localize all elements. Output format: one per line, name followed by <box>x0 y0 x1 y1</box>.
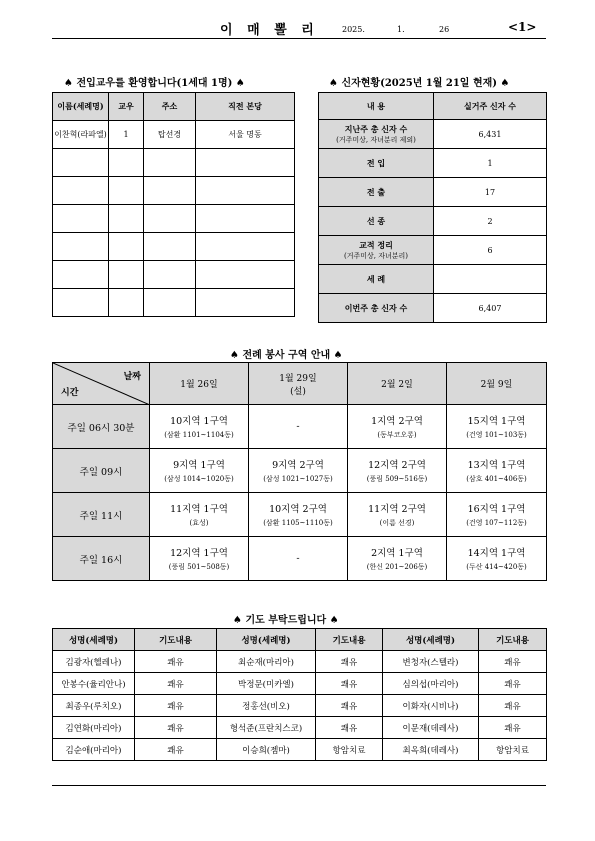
transfer-in-col-header: 교우 <box>109 93 144 121</box>
service-area: (한신 201~206동) <box>366 563 428 571</box>
service-cell <box>447 493 547 537</box>
believers-row <box>319 149 547 178</box>
service-time: 주일 09시 <box>53 449 150 493</box>
service-cell <box>348 493 447 537</box>
service-area: (두산 414~420동) <box>466 563 527 571</box>
corner-time-label: 시간 <box>61 388 79 398</box>
service-cell <box>150 449 249 493</box>
transfer-in-cell <box>144 177 196 205</box>
transfer-in-row <box>53 121 295 149</box>
service-area: (건영 101~103동) <box>466 431 527 439</box>
service-date-label: 1월 29일 (설) <box>279 373 317 397</box>
transfer-in-cell <box>196 261 295 289</box>
prayer-name: 정홍선(비오) <box>217 695 316 717</box>
service-area: (삼환 1101~1104동) <box>164 431 234 439</box>
service-district: 1지역 2구역 <box>371 416 423 427</box>
service-area: (이름 선경) <box>379 519 415 527</box>
service-corner <box>53 363 150 405</box>
page-number: <1> <box>508 20 537 34</box>
service-row <box>53 493 547 537</box>
service-date-header <box>447 363 547 405</box>
service-area: (삼환 1105~1110동) <box>263 519 333 527</box>
service-cell <box>348 405 447 449</box>
believers-label-cell <box>319 178 434 207</box>
believers-header-row <box>319 93 547 120</box>
prayer-table <box>52 628 547 761</box>
service-cell <box>150 537 249 581</box>
prayer-intention: 항암치료 <box>316 739 383 761</box>
service-cell <box>348 449 447 493</box>
believers-label: 교적 정리 <box>359 239 393 250</box>
transfer-in-cell <box>196 233 295 261</box>
transfer-in-cell <box>109 177 144 205</box>
believers-label: 전 입 <box>366 157 386 168</box>
prayer-row <box>53 673 547 695</box>
believers-value: 6,407 <box>434 294 547 323</box>
service-date-label: 2월 2일 <box>381 380 413 390</box>
transfer-in-cell <box>109 261 144 289</box>
believers-label: 세 례 <box>366 273 386 284</box>
believers-row <box>319 207 547 236</box>
prayer-intention: 쾌유 <box>316 651 383 673</box>
transfer-in-cell <box>144 205 196 233</box>
transfer-in-row <box>53 177 295 205</box>
transfer-in-row <box>53 205 295 233</box>
service-area: (풍림 509~516동) <box>366 475 428 483</box>
believers-sublabel: (거주미상, 자녀분리) <box>343 251 408 260</box>
prayer-row <box>53 739 547 761</box>
service-cell <box>150 405 249 449</box>
prayer-intention: 항암치료 <box>479 739 547 761</box>
believers-value: 17 <box>434 178 547 207</box>
believers-label-cell <box>319 149 434 178</box>
service-district: 13지역 1구역 <box>467 460 526 471</box>
transfer-in-cell: 이찬혁(라파엘) <box>53 121 109 149</box>
believers-row <box>319 120 547 149</box>
service-cell <box>447 537 547 581</box>
prayer-intention: 쾌유 <box>135 739 217 761</box>
transfer-in-cell <box>53 149 109 177</box>
service-cell <box>447 449 547 493</box>
prayer-name: 최순재(마리아) <box>217 651 316 673</box>
transfer-in-col-header: 주소 <box>144 93 196 121</box>
service-time: 주일 16시 <box>53 537 150 581</box>
service-district: 10지역 1구역 <box>170 416 228 427</box>
prayer-col-header: 기도내용 <box>479 629 547 651</box>
service-area: (풍림 501~508동) <box>168 563 230 571</box>
service-district: 10지역 2구역 <box>269 504 327 515</box>
service-cell <box>150 493 249 537</box>
believers-value: 2 <box>434 207 547 236</box>
prayer-header-row <box>53 629 547 651</box>
prayer-intention: 쾌유 <box>135 717 217 739</box>
service-cell <box>249 405 348 449</box>
service-district: 12지역 1구역 <box>170 548 228 559</box>
prayer-intention: 쾌유 <box>316 695 383 717</box>
transfer-in-cell: 서울 명동 <box>196 121 295 149</box>
service-area: (동부코오롱) <box>377 431 417 439</box>
prayer-name: 김광자(헬레나) <box>53 651 135 673</box>
corner-date-label: 날짜 <box>123 372 141 382</box>
transfer-in-cell <box>109 289 144 317</box>
date-day: 26 <box>439 25 450 34</box>
prayer-intention: 쾌유 <box>135 695 217 717</box>
transfer-in-cell <box>53 261 109 289</box>
service-area: (삼호 401~406동) <box>466 475 527 483</box>
believers-value <box>434 265 547 294</box>
transfer-in-cell <box>53 205 109 233</box>
prayer-intention: 쾌유 <box>135 673 217 695</box>
service-date-label: 2월 9일 <box>480 380 513 390</box>
prayer-name: 이화자(시비나) <box>383 695 479 717</box>
service-row <box>53 537 547 581</box>
prayer-row <box>53 717 547 739</box>
prayer-name: 변청자(스텔라) <box>383 651 479 673</box>
transfer-in-row <box>53 289 295 317</box>
service-cell <box>249 449 348 493</box>
transfer-in-row <box>53 261 295 289</box>
service-cell <box>249 537 348 581</box>
service-header-row <box>53 363 547 405</box>
prayer-col-header: 성명(세례명) <box>383 629 479 651</box>
service-table <box>52 362 547 581</box>
service-date-label: 1월 26일 <box>180 380 218 390</box>
transfer-in-cell: 탑선경 <box>144 121 196 149</box>
believers-row <box>319 236 547 265</box>
prayer-name: 최종우(루치오) <box>53 695 135 717</box>
service-district: 11지역 2구역 <box>368 504 426 515</box>
transfer-in-row <box>53 149 295 177</box>
service-district: - <box>296 421 300 432</box>
service-area: (효성) <box>189 519 209 527</box>
believers-title: ♠ 신자현황(2025년 1월 21일 현재) ♠ <box>329 78 510 89</box>
prayer-name: 김연화(마리아) <box>53 717 135 739</box>
service-area: (삼성 1021~1027동) <box>263 475 333 483</box>
transfer-in-cell: 1 <box>109 121 144 149</box>
service-cell <box>249 493 348 537</box>
prayer-row <box>53 651 547 673</box>
prayer-name: 안봉수(율리안나) <box>53 673 135 695</box>
transfer-in-cell <box>196 205 295 233</box>
prayer-intention: 쾌유 <box>479 651 547 673</box>
believers-col-header: 실거주 신자 수 <box>434 93 547 120</box>
service-row <box>53 449 547 493</box>
prayer-name: 박정문(미카엘) <box>217 673 316 695</box>
believers-label-cell <box>319 294 434 323</box>
prayer-intention: 쾌유 <box>479 695 547 717</box>
believers-row <box>319 294 547 323</box>
prayer-intention: 쾌유 <box>479 673 547 695</box>
transfer-in-cell <box>144 289 196 317</box>
service-district: 9지역 2구역 <box>272 460 324 471</box>
transfer-in-cell <box>196 289 295 317</box>
believers-value: 6,431 <box>434 120 547 149</box>
prayer-intention: 쾌유 <box>316 717 383 739</box>
footer-divider <box>52 785 546 786</box>
service-time: 주일 06시 30분 <box>53 405 150 449</box>
believers-label: 선 종 <box>366 215 386 226</box>
service-district: 16지역 1구역 <box>467 504 526 515</box>
service-district: - <box>296 553 300 564</box>
transfer-in-cell <box>53 177 109 205</box>
believers-label: 전 출 <box>366 186 386 197</box>
service-cell <box>348 537 447 581</box>
transfer-in-cell <box>53 233 109 261</box>
prayer-col-header: 성명(세례명) <box>53 629 135 651</box>
believers-label-cell <box>319 236 434 265</box>
service-district: 9지역 1구역 <box>173 460 225 471</box>
believers-label: 이번주 총 신자 수 <box>344 302 408 313</box>
transfer-in-col-header: 직전 본당 <box>196 93 295 121</box>
transfer-in-header-row <box>53 93 295 121</box>
prayer-col-header: 기도내용 <box>135 629 217 651</box>
prayer-name: 이문재(데레사) <box>383 717 479 739</box>
transfer-in-col-header: 이름(세례명) <box>53 93 109 121</box>
believers-sublabel: (거주미상, 자녀분리 제외) <box>336 135 416 144</box>
transfer-in-cell <box>109 233 144 261</box>
newsletter-title: 이 매 뽈 리 <box>220 23 319 38</box>
believers-value: 1 <box>434 149 547 178</box>
prayer-name: 이승희(젬마) <box>217 739 316 761</box>
prayer-intention: 쾌유 <box>135 651 217 673</box>
believers-table <box>318 92 547 323</box>
service-date-header <box>348 363 447 405</box>
prayer-title: ♠ 기도 부탁드립니다 ♠ <box>233 615 339 626</box>
prayer-intention: 쾌유 <box>316 673 383 695</box>
believers-col-header: 내 용 <box>319 93 434 120</box>
service-district: 14지역 1구역 <box>467 548 526 559</box>
transfer-in-cell <box>109 205 144 233</box>
service-date-header <box>150 363 249 405</box>
transfer-in-cell <box>144 233 196 261</box>
service-area: (삼성 1014~1020동) <box>164 475 234 483</box>
service-district: 2지역 1구역 <box>371 548 423 559</box>
believers-label-cell <box>319 207 434 236</box>
service-district: 15지역 1구역 <box>467 416 526 427</box>
transfer-in-cell <box>109 149 144 177</box>
transfer-in-cell <box>53 289 109 317</box>
transfer-in-table <box>52 92 295 317</box>
service-date-header <box>249 363 348 405</box>
service-district: 11지역 1구역 <box>170 504 228 515</box>
service-district: 12지역 2구역 <box>368 460 426 471</box>
transfer-in-cell <box>196 177 295 205</box>
service-area: (건영 107~112동) <box>466 519 527 527</box>
service-cell <box>447 405 547 449</box>
transfer-in-cell <box>144 149 196 177</box>
prayer-col-header: 성명(세례명) <box>217 629 316 651</box>
prayer-intention: 쾌유 <box>479 717 547 739</box>
believers-label-cell <box>319 265 434 294</box>
service-row <box>53 405 547 449</box>
transfer-in-cell <box>196 149 295 177</box>
believers-row <box>319 265 547 294</box>
header-divider <box>52 38 546 39</box>
prayer-row <box>53 695 547 717</box>
believers-label: 지난주 총 신자 수 <box>344 123 408 134</box>
believers-row <box>319 178 547 207</box>
date-year: 2025. <box>342 25 365 34</box>
prayer-name: 김순애(마리아) <box>53 739 135 761</box>
transfer-in-title: ♠ 전입교우를 환영합니다(1세대 1명) ♠ <box>64 78 245 89</box>
transfer-in-row <box>53 233 295 261</box>
date-month: 1. <box>397 25 405 34</box>
prayer-name: 형석준(프란치스코) <box>217 717 316 739</box>
prayer-name: 심의섭(마리아) <box>383 673 479 695</box>
service-title: ♠ 전례 봉사 구역 안내 ♠ <box>230 350 343 361</box>
believers-label-cell <box>319 120 434 149</box>
prayer-name: 최옥희(데레사) <box>383 739 479 761</box>
prayer-col-header: 기도내용 <box>316 629 383 651</box>
believers-value: 6 <box>434 236 547 265</box>
transfer-in-cell <box>144 261 196 289</box>
service-time: 주일 11시 <box>53 493 150 537</box>
